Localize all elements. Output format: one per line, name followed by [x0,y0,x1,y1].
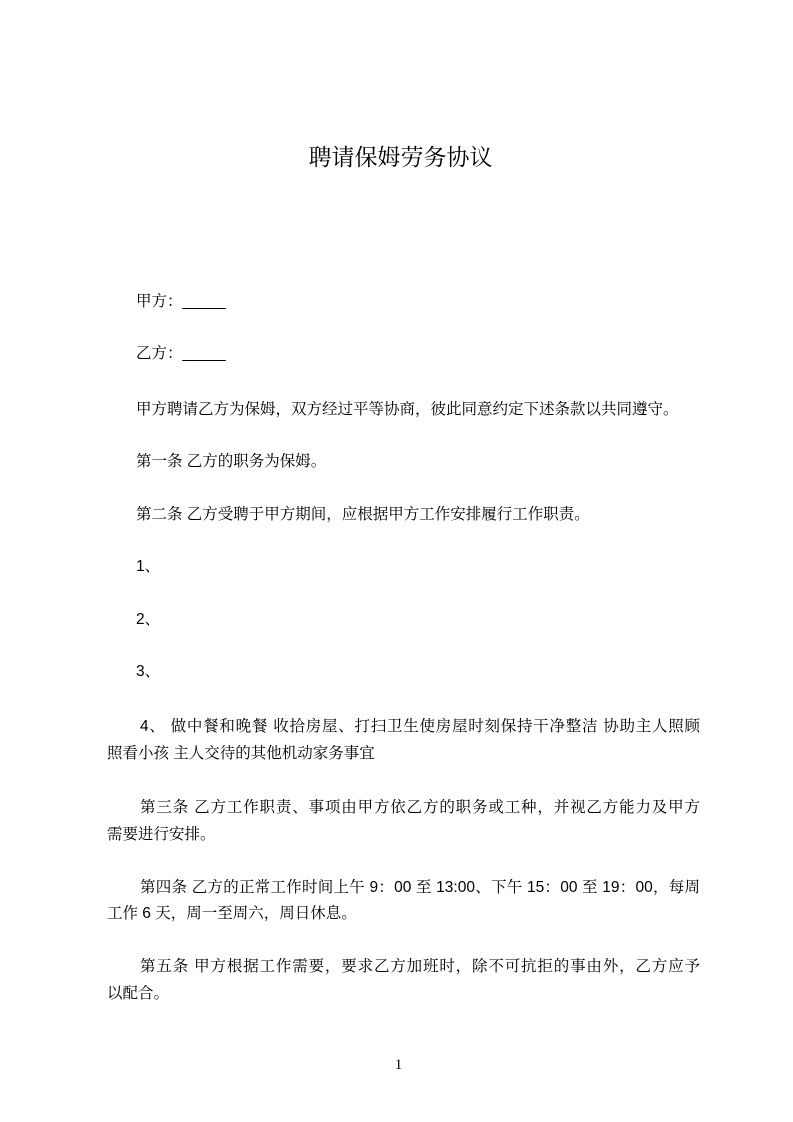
article-3-line-1: 第三条 乙方工作职责、事项由甲方依乙方的职务或工种，并视乙方能力及甲方 [140,799,700,816]
page-number: 1 [394,1057,403,1073]
duty-item-3: 3、 [136,663,161,680]
duty-item-4-line-1: 4、 做中餐和晚餐 收拾房屋、打扫卫生使房屋时刻保持干净整洁 协助主人照顾 [140,718,700,735]
article-2: 第二条 乙方受聘于甲方期间，应根据甲方工作安排履行工作职责。 [136,506,590,523]
article-1: 第一条 乙方的职务为保姆。 [136,453,327,470]
intro-paragraph: 甲方聘请乙方为保姆，双方经过平等协商，彼此同意约定下述条款以共同遵守。 [136,401,679,418]
party-a-line: 甲方：_____ [136,293,226,310]
article-4-line-2: 工作 6 天，周一至周六，周日休息。 [107,905,357,922]
article-5-line-2: 以配合。 [107,985,170,1002]
party-b-line: 乙方：_____ [136,345,226,362]
article-4-line-1: 第四条 乙方的正常工作时间上午 9：00 至 13:00、下午 15：00 至 19：00，每周 [140,879,700,896]
duty-item-4-line-2: 照看小孩 主人交待的其他机动家务事宜 [107,745,375,762]
duty-item-1: 1、 [136,558,161,575]
document-title: 聘请保姆劳务协议 [308,144,493,170]
article-5-line-1: 第五条 甲方根据工作需要，要求乙方加班时，除不可抗拒的事由外，乙方应予 [140,958,700,975]
article-3-line-2: 需要进行安排。 [107,826,216,843]
duty-item-2: 2、 [136,611,161,628]
